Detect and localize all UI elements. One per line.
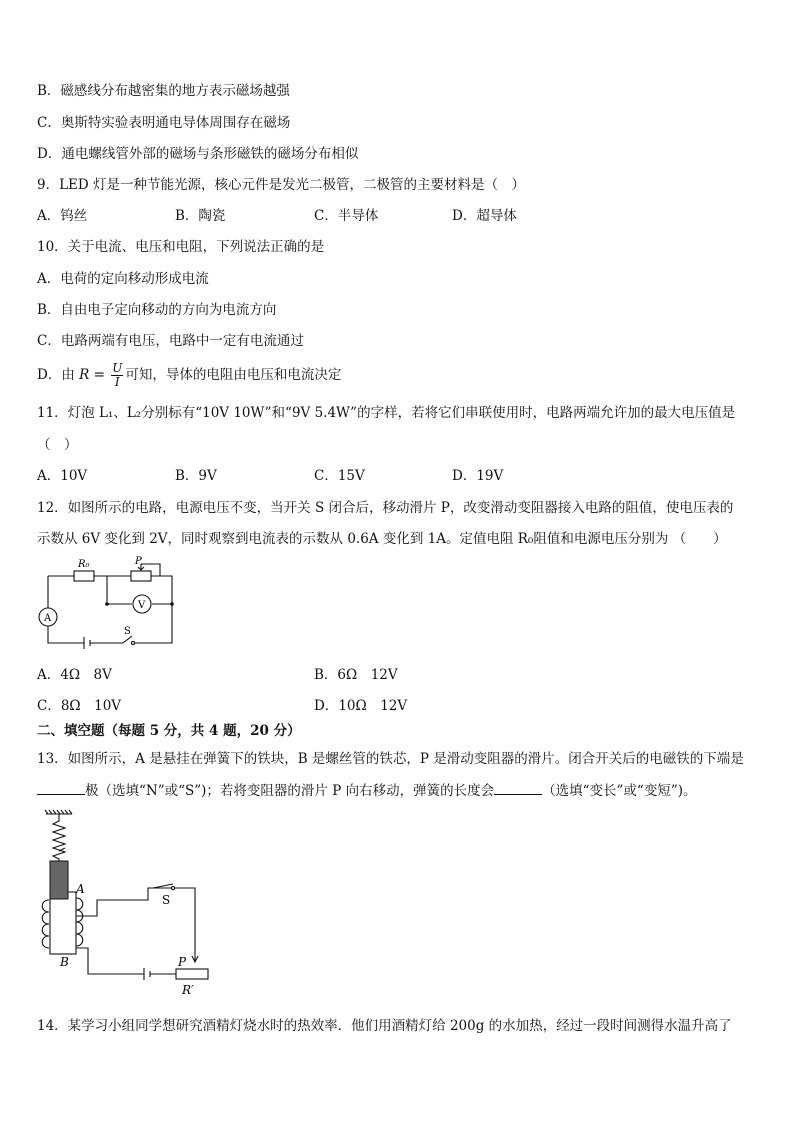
q12-stem-line2: 示数从 6V 变化到 2V，同时观察到电流表的示数从 0.6A 变化到 1A。定值电阻 R₀阻值和电源电压分别为 （ ） <box>37 531 727 547</box>
q13-part1: 极（选填“N”或“S”)；若将变阻器的滑片 P 向右移动，弹簧的长度会 <box>85 783 495 799</box>
q11-option-d: D．19V <box>452 468 504 484</box>
switch-label: S <box>124 626 131 637</box>
q11-option-a: A．10V <box>37 468 88 484</box>
q9-option-b: B．陶瓷 <box>175 208 226 224</box>
q13-electromagnet-diagram <box>36 808 216 996</box>
formula-denominator: I <box>114 375 120 389</box>
q10-option-d <box>37 358 341 392</box>
ammeter-label: A <box>44 613 52 624</box>
q10-d-suffix: 可知，导体的电阻由电压和电流决定 <box>125 367 342 383</box>
q12-option-c: C．8Ω 10V <box>37 698 122 714</box>
q11-option-b: B．9V <box>175 468 217 484</box>
q9-option-a: A．钨丝 <box>37 208 88 224</box>
label-p: P <box>178 955 187 969</box>
formula-fraction <box>111 362 123 389</box>
q12-option-a: A．4Ω 8V <box>37 667 112 683</box>
r0-label: R₀ <box>78 559 90 570</box>
q13-part2: （选填“变长”或“变短”)。 <box>542 783 697 799</box>
q11-stem-line1: 11．灯泡 L₁、L₂分别标有“10V 10W”和“9V 5.4W”的字样，若将它们串联使用时，电路两端允许加的最大电压值是 <box>37 405 736 421</box>
q12-option-d: D．10Ω 12V <box>314 698 408 714</box>
label-s: S <box>162 893 171 907</box>
answer-blank-1[interactable] <box>37 780 85 795</box>
voltmeter-label: V <box>138 600 146 611</box>
q11-stem-line2: （ ） <box>37 437 78 453</box>
formula-lhs: R = <box>79 367 105 383</box>
q8-option-c: C．奥斯特实验表明通电导体周围存在磁场 <box>37 115 291 131</box>
q9-option-d: D．超导体 <box>452 208 517 224</box>
p-label: P <box>135 556 142 567</box>
q13-stem-line1: 13．如图所示，A 是悬挂在弹簧下的铁块，B 是螺丝管的铁芯，P 是滑动变阻器的滑片。闭合开关后的电磁铁的下端是 <box>37 751 744 767</box>
q14-stem-line1: 14．某学习小组同学想研究酒精灯烧水时的热效率．他们用酒精灯给 200g 的水加热，经过一段时间测得水温升高了 <box>37 1018 732 1034</box>
q9-stem: 9．LED 灯是一种节能光源，核心元件是发光二极管，二极管的主要材料是（ ） <box>37 177 526 193</box>
q9-option-c: C．半导体 <box>314 208 379 224</box>
label-a: A <box>76 882 85 896</box>
answer-blank-2[interactable] <box>494 780 542 795</box>
q8-option-b: B．磁感线分布越密集的地方表示磁场越强 <box>37 83 290 99</box>
q12-stem-line1: 12．如图所示的电路，电源电压不变，当开关 S 闭合后，移动滑片 P，改变滑动变阻器接入电路的阻值，使电压表的 <box>37 500 734 516</box>
q8-option-d: D．通电螺线管外部的磁场与条形磁铁的磁场分布相似 <box>37 146 359 162</box>
q10-option-c: C．电路两端有电压，电路中一定有电流通过 <box>37 333 304 349</box>
q10-option-a: A．电荷的定向移动形成电流 <box>37 271 209 287</box>
label-b: B <box>60 955 69 969</box>
q13-stem-line2 <box>37 780 696 800</box>
formula-numerator: U <box>112 361 123 375</box>
label-r: R′ <box>182 983 194 996</box>
q10-stem: 10．关于电流、电压和电阻，下列说法正确的是 <box>37 239 325 255</box>
section-title: 二、填空题（每题 5 分，共 4 题，20 分） <box>37 723 301 739</box>
q12-circuit-diagram <box>36 556 182 652</box>
q10-d-prefix: D．由 <box>37 367 75 383</box>
q11-option-c: C．15V <box>314 468 365 484</box>
q10-option-b: B．自由电子定向移动的方向为电流方向 <box>37 302 277 318</box>
q12-option-b: B．6Ω 12V <box>314 667 398 683</box>
